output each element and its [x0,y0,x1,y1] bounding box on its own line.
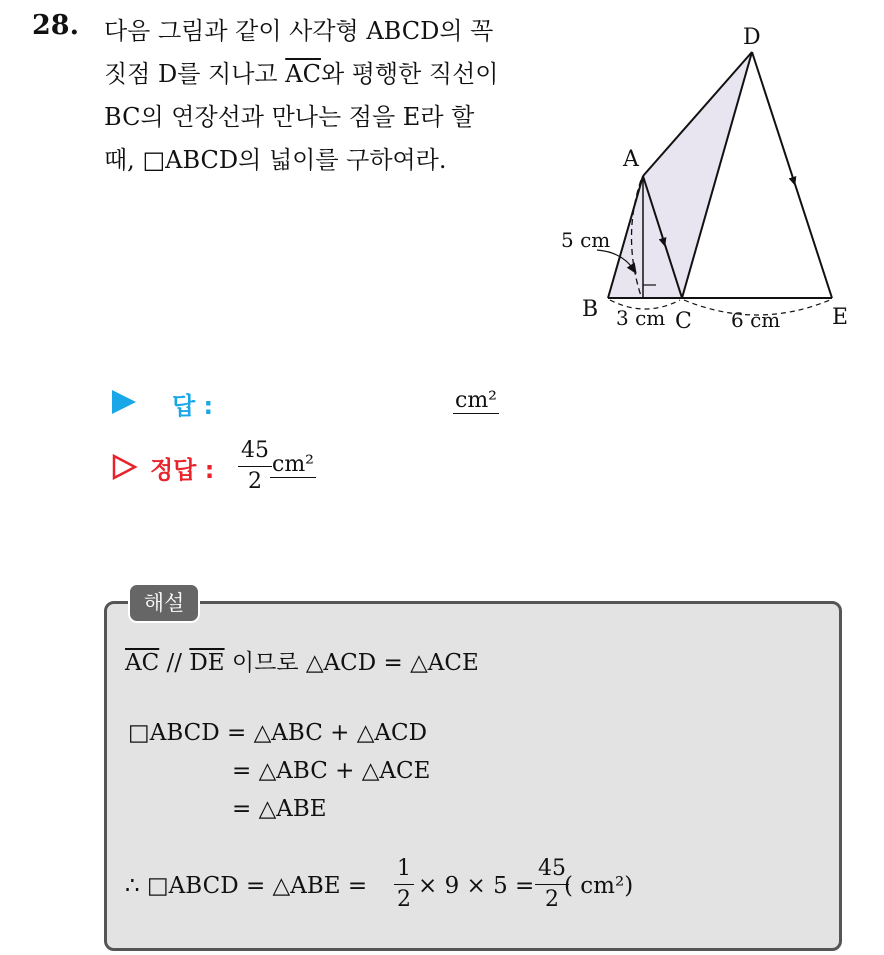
correct-answer-label: 정답 : [150,456,215,484]
point-label-c: C [675,309,692,334]
ce-length-label: 6 cm [731,308,781,332]
correct-denominator: 2 [248,469,262,494]
answer-triangle-icon [112,390,136,414]
parallel-symbol: // [159,650,190,676]
correct-triangle-icon [112,454,138,480]
segment-ac: $\overline{AC}$ [125,650,160,676]
point-label-d: D [743,25,761,50]
segment-ac-overline: $\overline{AC}$ [285,60,321,88]
result-denominator: 2 [545,887,559,912]
solution-line-1-rest: 이므로 △ACD = △ACE [224,650,479,676]
question-line-1: 다음 그림과 같이 사각형 ABCD의 꼭 [104,17,494,45]
correct-answer-fraction [238,440,272,493]
question-text [104,10,529,182]
half-numerator: 1 [394,858,414,885]
half-denominator: 2 [397,887,411,912]
solution-line-5: ∴ □ABCD = △ABE = [125,873,368,899]
answer-unit: cm² [455,388,498,413]
point-label-a: A [623,147,639,172]
result-numerator: 45 [535,858,569,885]
point-label-b: B [582,297,599,322]
solution-fraction-half [394,858,414,911]
segment-de: $\overline{DE}$ [189,650,225,676]
solution-unit: ( cm²) [564,873,634,899]
solution-line-4: = △ABE [232,796,327,822]
quadrilateral-fill [608,52,752,298]
solution-line-2: □ABCD = △ABC + △ACD [128,720,428,746]
question-line-2-end: 와 평행한 직선이 [320,60,499,88]
solution-line-3: = △ABC + △ACE [232,758,431,784]
question-number: 28. [32,10,79,41]
correct-answer-unit: cm² [272,452,315,477]
height-label: 5 cm [561,228,611,252]
solution-line-1 [125,644,479,677]
de-arrow [784,150,794,182]
geometry-figure [550,15,860,335]
question-line-4: 때, □ABCD의 넓이를 구하여라. [104,146,447,174]
answer-label: 답 : [172,392,214,420]
solution-line-5-product: × 9 × 5 = [418,873,535,899]
question-line-3: BC의 연장선과 만나는 점을 E라 할 [104,103,475,131]
question-line-2-start: 짓점 D를 지나고 [104,60,286,88]
bc-length-label: 3 cm [616,306,666,330]
point-label-e: E [832,305,849,330]
solution-tab: 해설 [128,583,200,623]
correct-numerator: 45 [238,440,272,467]
question-line-2 [104,53,529,96]
